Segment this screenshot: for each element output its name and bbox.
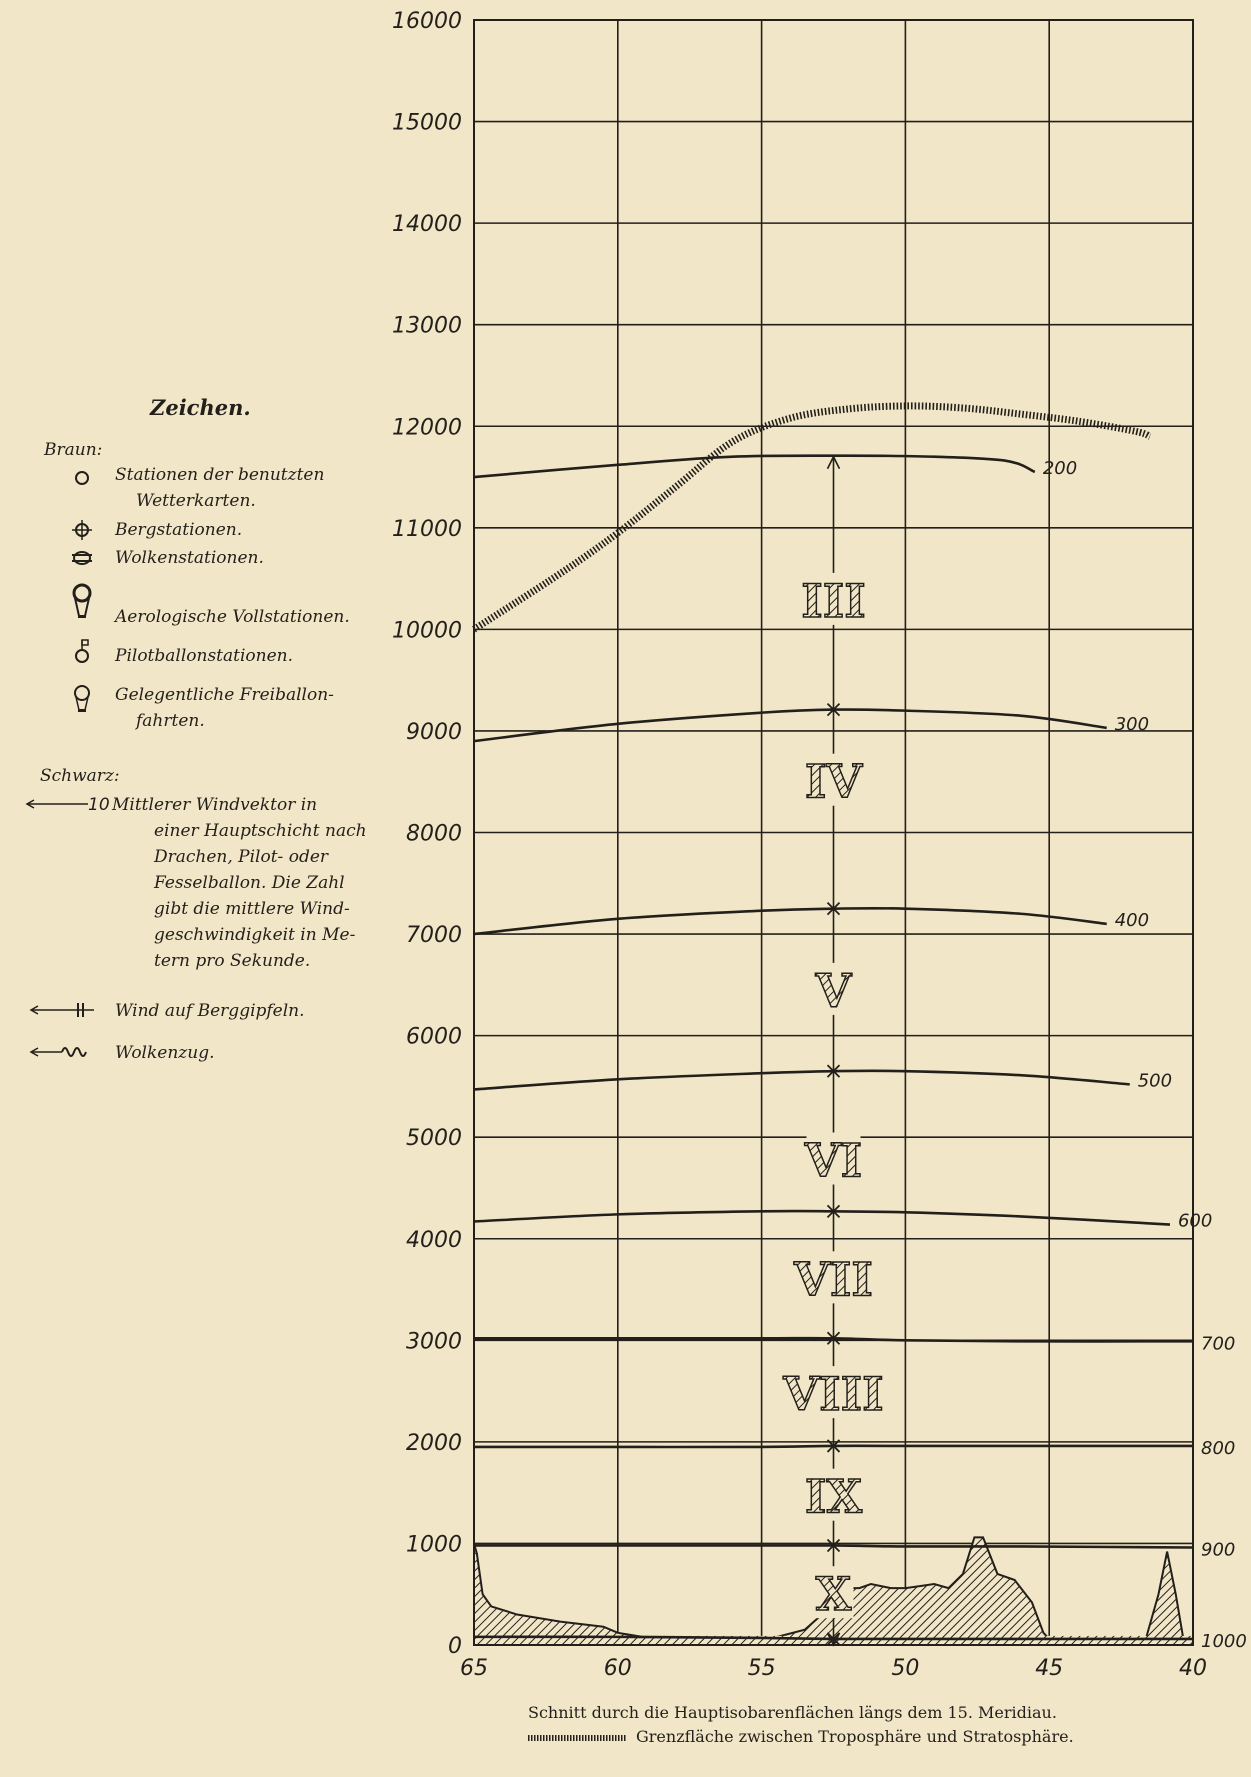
isobar-line-300 xyxy=(474,709,1107,741)
legend-item-text: Bergstationen. xyxy=(115,520,243,540)
isobar-line-500 xyxy=(474,1071,1130,1090)
legend-schwarz-heading: Schwarz: xyxy=(40,766,120,786)
y-tick-label: 1000 xyxy=(406,1532,462,1558)
legend-item-text: geschwindigkeit in Me- xyxy=(154,925,356,945)
x-tick-label: 50 xyxy=(891,1656,920,1681)
legend-item-text: Mittlerer Windvektor in xyxy=(112,795,318,815)
isobar-labels xyxy=(1043,458,1247,1652)
layer-label-IX: IX xyxy=(804,1469,863,1524)
y-tick-label: 8000 xyxy=(406,821,462,847)
y-tick-label: 12000 xyxy=(392,415,462,441)
layer-label-VII: VII xyxy=(794,1252,873,1307)
legend-item-text: Fesselballon. Die Zahl xyxy=(154,873,345,893)
legend-item-text: Pilotballonstationen. xyxy=(115,646,294,666)
y-tick-label: 2000 xyxy=(406,1430,462,1456)
y-tick-label: 14000 xyxy=(392,212,462,238)
isobar-label-500: 500 xyxy=(1137,1070,1173,1092)
tropopause-legend-icon xyxy=(528,1735,626,1741)
legend-item-text: tern pro Sekunde. xyxy=(154,951,311,971)
y-tick-label: 3000 xyxy=(406,1329,462,1355)
y-tick-label: 4000 xyxy=(406,1227,462,1253)
y-tick-label: 0 xyxy=(448,1634,462,1659)
layer-label-III: III xyxy=(801,573,866,628)
y-tick-labels xyxy=(392,9,462,1659)
terrain-profile xyxy=(733,1537,1055,1645)
legend-item-text: Wolkenstationen. xyxy=(115,548,264,568)
y-tick-label: 9000 xyxy=(406,719,462,745)
isobar-label-200: 200 xyxy=(1042,457,1078,479)
y-tick-label: 16000 xyxy=(392,9,462,34)
x-tick-label: 65 xyxy=(460,1656,488,1681)
y-tick-label: 15000 xyxy=(392,110,462,136)
caption-legend xyxy=(528,1727,1074,1746)
isobar-line-400 xyxy=(474,908,1107,934)
layer-axis xyxy=(782,457,883,1645)
y-tick-label: 10000 xyxy=(392,618,462,644)
isobar-label-1000: 1000 xyxy=(1201,1630,1247,1652)
x-tick-label: 60 xyxy=(603,1656,632,1681)
y-tick-label: 7000 xyxy=(406,923,462,949)
legend-item-text: einer Hauptschicht nach xyxy=(154,821,367,841)
isobar-line-200 xyxy=(474,456,1035,477)
isobar-label-400: 400 xyxy=(1114,909,1150,931)
terrain-profile xyxy=(474,1543,704,1645)
x-tick-label: 40 xyxy=(1179,1656,1207,1681)
isobar-label-600: 600 xyxy=(1177,1210,1213,1232)
legend-item-text: Wind auf Berggipfeln. xyxy=(115,1001,305,1021)
legend-title: Zeichen. xyxy=(150,395,251,420)
layer-label-VIII: VIII xyxy=(783,1367,884,1422)
legend-item-text: Stationen der benutzten xyxy=(115,465,325,485)
x-tick-label: 55 xyxy=(747,1656,776,1681)
isobar-label-700: 700 xyxy=(1201,1333,1236,1355)
caption-legend-text: Grenzfläche zwischen Troposphäre und Stratosphäre. xyxy=(636,1727,1074,1746)
legend-item-text: fahrten. xyxy=(136,711,205,731)
wind-vector-number: 10 xyxy=(88,795,110,815)
terrain-profile xyxy=(1144,1552,1184,1645)
x-tick-labels xyxy=(460,1656,1207,1681)
legend-item-text: Aerologische Vollstationen. xyxy=(115,607,350,627)
legend-braun-heading: Braun: xyxy=(44,440,103,460)
layer-label-V: V xyxy=(815,963,852,1018)
legend-item-text: Gelegentliche Freiballon- xyxy=(115,685,334,705)
layer-label-X: X xyxy=(815,1567,852,1622)
legend-item-text: Wolkenzug. xyxy=(115,1043,215,1063)
legend-item-text: Wetterkarten. xyxy=(136,491,256,511)
isobar-label-800: 800 xyxy=(1201,1437,1236,1459)
y-tick-label: 11000 xyxy=(392,516,462,542)
x-tick-label: 45 xyxy=(1035,1656,1064,1681)
isobar-label-300: 300 xyxy=(1114,713,1150,735)
legend-item-text: gibt die mittlere Wind- xyxy=(154,899,350,919)
layer-label-VI: VI xyxy=(804,1133,863,1188)
isobar-label-900: 900 xyxy=(1201,1539,1236,1561)
isobar-line-600 xyxy=(474,1211,1170,1224)
legend-item-text: Drachen, Pilot- oder xyxy=(154,847,329,867)
y-tick-label: 13000 xyxy=(392,313,462,339)
y-tick-label: 5000 xyxy=(406,1126,462,1152)
y-tick-label: 6000 xyxy=(406,1024,462,1050)
caption-title: Schnitt durch die Hauptisobarenflächen längs dem 15. Meridiau. xyxy=(528,1703,1057,1722)
layer-label-IV: IV xyxy=(804,754,863,809)
